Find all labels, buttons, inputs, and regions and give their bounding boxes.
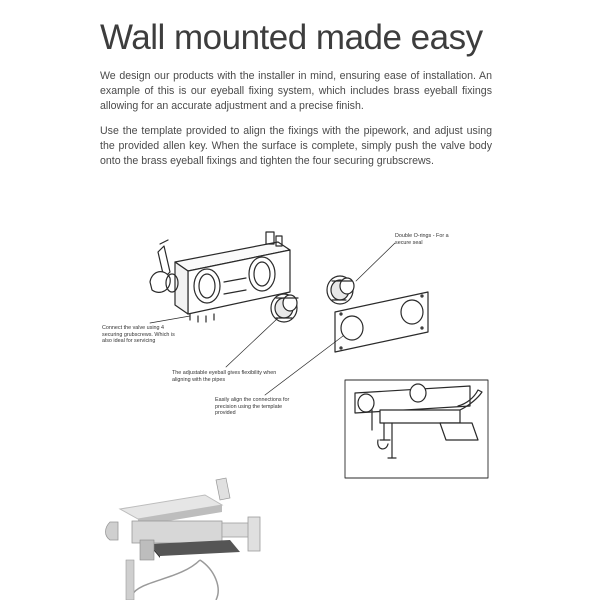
product-photo-illustration (106, 478, 261, 600)
eyeball-fixing-illustration-2 (327, 276, 354, 304)
callout-easily-align: Easily align the connections for precision using the template provided (215, 397, 290, 417)
lever-handle-illustration (150, 240, 178, 292)
callout-adjustable-eyeball: The adjustable eyeball gives flexibility when aligning with the pipes (172, 370, 277, 383)
eyeball-fixing-illustration-1 (271, 294, 298, 322)
installed-assembly-illustration (355, 384, 482, 458)
intro-paragraph: We design our products with the installer in mind, ensuring ease of installation. An example of this is our eyeball fixing system, which includes brass eyeball fixings allowing for an accurate adjustment and a precise finish. (100, 70, 492, 112)
page-title: Wall mounted made easy (100, 18, 483, 57)
callout-double-orings: Double O-rings - For a secure seal (395, 233, 449, 246)
template-plate-illustration (335, 292, 428, 352)
callout-connect-valve: Connect the valve using 4 securing grubscrews. Which is also ideal for servicing (102, 325, 175, 345)
instructions-paragraph: Use the template provided to align the fixings with the pipework, and adjust using the provided allen key. When the surface is complete, simply push the valve body onto the brass eyeball fixings and tighten the four securing grubscrews. (100, 125, 492, 167)
